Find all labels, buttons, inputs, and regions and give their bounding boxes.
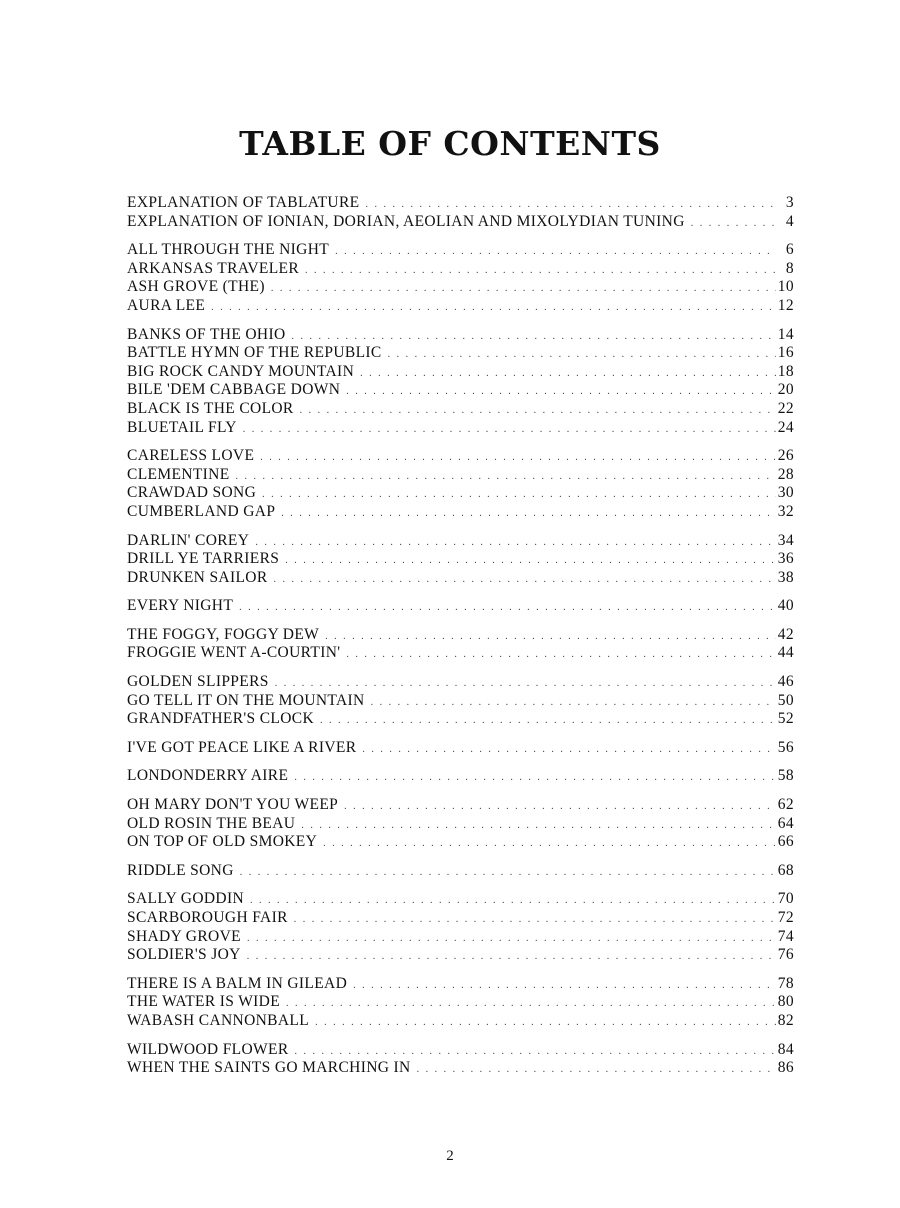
toc-entry-title: WABASH CANNONBALL	[127, 1011, 310, 1029]
dot-leader	[346, 649, 775, 660]
dot-leader	[281, 508, 776, 519]
dot-leader	[353, 980, 776, 991]
toc-entry-page: 18	[777, 362, 794, 380]
dot-leader	[271, 283, 776, 294]
toc-entry-page: 70	[777, 890, 794, 908]
toc-entry-title: THE WATER IS WIDE	[127, 993, 281, 1011]
toc-entry-page: 40	[777, 597, 794, 615]
toc-entry	[127, 194, 794, 213]
dot-leader	[262, 489, 776, 500]
toc-entry-page: 82	[777, 1011, 794, 1029]
toc-entry	[127, 213, 794, 232]
toc-group	[127, 975, 794, 1031]
toc-entry-title: DRILL YE TARRIERS	[127, 550, 280, 568]
dot-leader	[323, 838, 776, 849]
toc-entry-title: SHADY GROVE	[127, 927, 241, 945]
toc-entry	[127, 278, 794, 297]
dot-leader	[255, 537, 775, 548]
toc-entry-page: 68	[777, 861, 794, 879]
toc-entry-title: ASH GROVE (THE)	[127, 278, 265, 296]
toc-entry-page: 30	[777, 484, 794, 502]
toc-entry	[127, 326, 794, 345]
toc-entry-page: 80	[777, 993, 794, 1011]
toc-entry	[127, 673, 794, 692]
toc-entry	[127, 739, 794, 758]
toc-entry-title: LONDONDERRY AIRE	[127, 767, 289, 785]
toc-entry-page: 16	[777, 344, 794, 362]
toc-entry	[127, 692, 794, 711]
toc-entry	[127, 241, 794, 260]
toc-entry	[127, 815, 794, 834]
toc-entry-page: 76	[777, 946, 794, 964]
toc-entry-title: DARLIN' COREY	[127, 531, 250, 549]
toc-entry-page: 86	[777, 1059, 794, 1077]
toc-entry-title: SCARBOROUGH FAIR	[127, 909, 288, 926]
dot-leader	[360, 368, 776, 379]
toc-entry-title: GOLDEN SLIPPERS	[127, 673, 269, 691]
toc-entry-page: 52	[777, 710, 794, 728]
toc-entry-title: THERE IS A BALM IN GILEAD	[127, 974, 348, 992]
dot-leader	[335, 246, 776, 257]
toc-entry-title: WILDWOOD FLOWER	[127, 1040, 289, 1058]
toc-entry-title: WHEN THE SAINTS GO MARCHING IN	[127, 1059, 411, 1077]
dot-leader	[362, 744, 775, 755]
toc-group	[127, 890, 794, 964]
toc-entry-title: GRANDFATHER'S CLOCK	[127, 710, 314, 728]
toc-entry-title: EXPLANATION OF IONIAN, DORIAN, AEOLIAN AND MIXOLYDIAN TUNING	[127, 212, 685, 230]
dot-leader	[260, 452, 776, 463]
toc-entry-page: 3	[785, 194, 794, 211]
toc-entry	[127, 862, 794, 881]
toc-entry	[127, 344, 794, 363]
toc-entry-page: 84	[777, 1040, 794, 1058]
toc-entry	[127, 381, 794, 400]
toc-entry	[127, 644, 794, 663]
dot-leader	[286, 998, 776, 1009]
toc-entry	[127, 833, 794, 852]
toc-entry-page: 58	[777, 767, 794, 785]
toc-entry-page: 62	[777, 796, 794, 814]
toc-entry-page: 28	[777, 465, 794, 483]
toc-entry-page: 32	[777, 502, 794, 520]
toc-entry	[127, 400, 794, 419]
dot-leader	[325, 631, 776, 642]
toc-entry	[127, 993, 794, 1012]
toc-entry	[127, 260, 794, 279]
toc-entry-title: CLEMENTINE	[127, 465, 230, 483]
dot-leader	[691, 218, 776, 229]
dot-leader	[344, 801, 776, 812]
toc-entry-page: 74	[777, 927, 794, 945]
dot-leader	[315, 1017, 776, 1028]
toc-entry-page: 24	[777, 418, 794, 436]
toc-group	[127, 862, 794, 881]
toc-entry-page: 56	[777, 738, 794, 756]
toc-entry-title: CUMBERLAND GAP	[127, 502, 276, 520]
toc-group	[127, 447, 794, 521]
toc-entry	[127, 550, 794, 569]
toc-entry-page: 42	[777, 625, 794, 643]
toc-entry	[127, 532, 794, 551]
toc-entry-title: BLACK IS THE COLOR	[127, 399, 294, 417]
dot-leader	[300, 405, 776, 416]
toc-entry	[127, 710, 794, 729]
toc-entry-title: DRUNKEN SAILOR	[127, 568, 268, 586]
toc-entry	[127, 1059, 794, 1078]
toc-entry-page: 4	[785, 212, 794, 230]
dot-leader	[295, 1046, 776, 1057]
toc-entry	[127, 626, 794, 645]
toc-entry	[127, 946, 794, 965]
toc-group	[127, 673, 794, 729]
toc-entry	[127, 363, 794, 382]
toc-group	[127, 597, 794, 616]
toc-entry-page: 34	[777, 531, 794, 549]
toc-entry-page: 20	[777, 381, 794, 399]
toc-entry-title: RIDDLE SONG	[127, 861, 234, 879]
toc-entry-title: OH MARY DON'T YOU WEEP	[127, 796, 339, 814]
dot-leader	[320, 715, 776, 726]
toc-entry	[127, 597, 794, 616]
dot-leader	[285, 555, 776, 566]
toc-entry	[127, 297, 794, 316]
toc-entry-page: 8	[785, 259, 794, 277]
dot-leader	[247, 951, 776, 962]
toc-entry	[127, 796, 794, 815]
dot-leader	[236, 471, 776, 482]
toc-entry	[127, 890, 794, 909]
toc-entry-title: FROGGIE WENT A-COURTIN'	[127, 644, 341, 662]
toc-entry-page: 66	[777, 833, 794, 851]
toc-entry	[127, 909, 794, 928]
toc-entry-page: 36	[777, 550, 794, 568]
dot-leader	[301, 820, 775, 831]
toc-entry-title: EVERY NIGHT	[127, 597, 234, 615]
toc-entry-page: 50	[777, 691, 794, 709]
toc-group	[127, 767, 794, 786]
toc-entry-page: 46	[777, 673, 794, 691]
toc-entry-page: 38	[777, 568, 794, 586]
toc-entry-page: 26	[777, 447, 794, 465]
toc-list	[127, 194, 794, 1088]
toc-entry-title: ALL THROUGH THE NIGHT	[127, 241, 330, 259]
toc-entry-page: 22	[777, 399, 794, 417]
dot-leader	[305, 265, 776, 276]
toc-group	[127, 1041, 794, 1078]
dot-leader	[275, 678, 776, 689]
toc-entry-title: EXPLANATION OF TABLATURE	[127, 194, 360, 211]
toc-group	[127, 194, 794, 231]
dot-leader	[388, 349, 776, 360]
toc-entry-page: 14	[777, 325, 794, 343]
page-title: TABLE OF CONTENTS	[239, 124, 661, 163]
dot-leader	[371, 697, 776, 708]
toc-entry-title: AURA LEE	[127, 296, 206, 314]
toc-entry-title: ARKANSAS TRAVELER	[127, 259, 300, 277]
toc-entry-page: 6	[785, 241, 794, 259]
toc-entry	[127, 975, 794, 994]
toc-entry-title: BILE 'DEM CABBAGE DOWN	[127, 381, 341, 399]
toc-entry	[127, 1041, 794, 1060]
toc-entry-title: ON TOP OF OLD SMOKEY	[127, 833, 318, 851]
toc-entry-page: 78	[777, 974, 794, 992]
toc-entry-page: 10	[777, 278, 794, 296]
dot-leader	[240, 867, 776, 878]
toc-group	[127, 626, 794, 663]
toc-entry	[127, 569, 794, 588]
dot-leader	[417, 1064, 776, 1075]
toc-entry-title: I'VE GOT PEACE LIKE A RIVER	[127, 738, 357, 756]
toc-entry-title: GO TELL IT ON THE MOUNTAIN	[127, 691, 365, 709]
dot-leader	[239, 602, 776, 613]
toc-entry-title: THE FOGGY, FOGGY DEW	[127, 625, 320, 643]
toc-entry-page: 64	[777, 814, 794, 832]
toc-entry-title: CRAWDAD SONG	[127, 484, 257, 502]
toc-entry-title: SALLY GODDIN	[127, 890, 245, 908]
dot-leader	[243, 424, 776, 435]
dot-leader	[346, 386, 776, 397]
toc-entry-title: OLD ROSIN THE BEAU	[127, 814, 296, 832]
dot-leader	[294, 914, 776, 925]
toc-entry	[127, 466, 794, 485]
toc-group	[127, 241, 794, 315]
toc-entry	[127, 503, 794, 522]
toc-group	[127, 739, 794, 758]
dot-leader	[211, 302, 776, 313]
dot-leader	[292, 331, 776, 342]
dot-leader	[365, 199, 776, 210]
toc-entry	[127, 419, 794, 438]
toc-entry-page: 72	[777, 909, 794, 926]
toc-entry	[127, 767, 794, 786]
toc-entry	[127, 447, 794, 466]
toc-entry-title: BANKS OF THE OHIO	[127, 325, 286, 343]
toc-entry-title: BIG ROCK CANDY MOUNTAIN	[127, 362, 355, 380]
toc-entry-title: SOLDIER'S JOY	[127, 946, 241, 964]
toc-entry-title: BATTLE HYMN OF THE REPUBLIC	[127, 344, 382, 362]
toc-entry-title: CARELESS LOVE	[127, 447, 255, 465]
toc-entry	[127, 484, 794, 503]
dot-leader	[247, 933, 776, 944]
toc-group	[127, 532, 794, 588]
toc-entry-page: 12	[777, 296, 794, 314]
dot-leader	[274, 574, 776, 585]
toc-entry	[127, 928, 794, 947]
page-number: 2	[446, 1148, 454, 1164]
toc-entry-title: BLUETAIL FLY	[127, 418, 237, 436]
toc-group	[127, 326, 794, 438]
toc-entry	[127, 1012, 794, 1031]
dot-leader	[294, 772, 775, 783]
toc-group	[127, 796, 794, 852]
toc-entry-page: 44	[777, 644, 794, 662]
dot-leader	[250, 895, 776, 906]
